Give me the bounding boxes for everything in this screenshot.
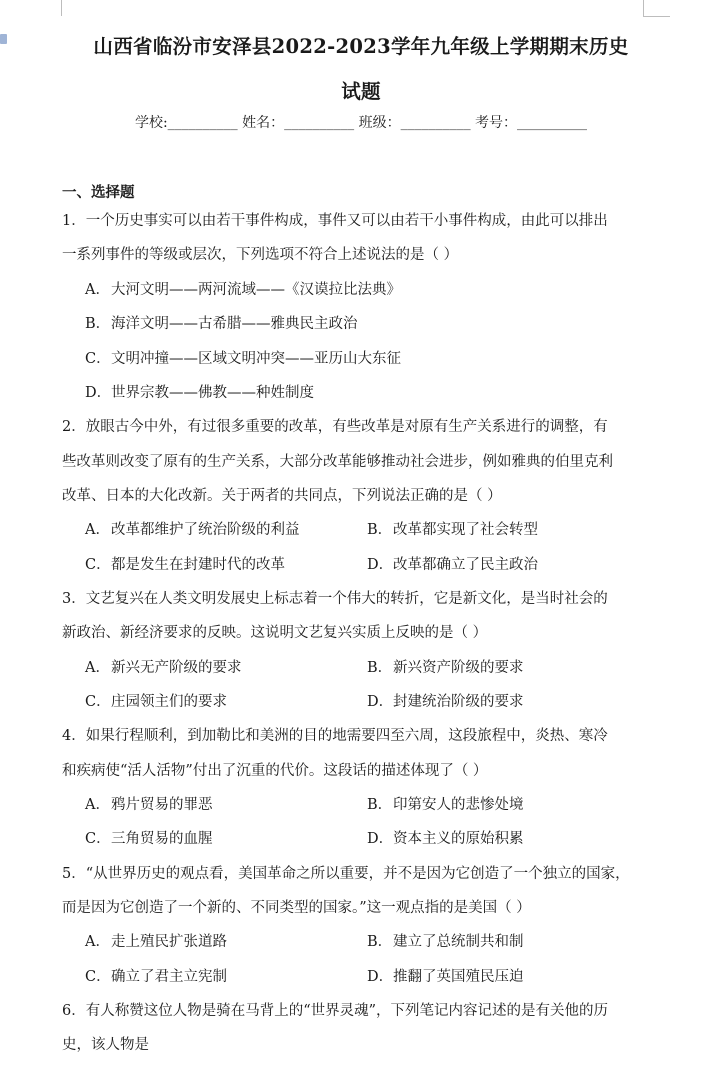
question-5-option-c [85, 965, 227, 986]
option-key: C． [85, 557, 111, 573]
question-1-option-d [85, 381, 314, 402]
question-5-option-b [367, 930, 524, 951]
question-2-line-3: 改革、日本的大化改新。关于两者的共同点，下列说法正确的是（ ） [62, 488, 502, 504]
question-5-option-a [85, 930, 227, 951]
option-text: 新兴资产阶级的要求 [393, 660, 524, 676]
question-2-line-1: 2．放眼古今中外，有过很多重要的改革，有些改革是对原有生产关系进行的调整，有 [62, 419, 608, 435]
question-4-line-2: 和疾病使“活人活物”付出了沉重的代价。这段话的描述体现了（ ） [62, 763, 488, 779]
option-key: C． [85, 969, 111, 985]
question-6-line-1: 6．有人称赞这位人物是骑在马背上的“世界灵魂”，下列笔记内容记述的是有关他的历 [62, 1003, 609, 1019]
option-text: 建立了总统制共和制 [393, 934, 524, 950]
question-4-option-d [367, 827, 524, 848]
page-title-line-1: 山西省临汾市安泽县2022-2023学年九年级上学期期末历史 [93, 35, 629, 58]
question-2-line-2: 些改革则改变了原有的生产关系，大部分改革能够推动社会进步，例如雅典的伯里克利 [62, 454, 613, 470]
question-2-option-b [367, 518, 538, 539]
option-text: 新兴无产阶级的要求 [111, 660, 242, 676]
question-3-option-a [85, 656, 242, 677]
option-key: B． [367, 660, 393, 676]
question-3-option-d [367, 690, 524, 711]
option-text: 改革都确立了民主政治 [393, 557, 538, 573]
question-5-line-2: 而是因为它创造了一个新的、不同类型的国家。”这一观点指的是美国（ ） [62, 900, 531, 916]
option-key: D． [85, 385, 112, 401]
question-1-option-c [85, 347, 401, 368]
option-text: 庄园领主们的要求 [111, 694, 227, 710]
question-3-line-2: 新政治、新经济要求的反映。这说明文艺复兴实质上反映的是（ ） [62, 625, 488, 641]
margin-corner-right [643, 0, 670, 17]
option-text: 推翻了英国殖民压迫 [393, 969, 524, 985]
question-4-line-1: 4．如果行程顺利，到加勒比和美洲的目的地需要四至六周，这段旅程中，炎热、寒冷 [62, 728, 608, 744]
option-key: B． [367, 934, 393, 950]
option-text: 印第安人的悲惨处境 [393, 797, 524, 813]
question-5-option-d [367, 965, 524, 986]
option-text: 文明冲撞——区域文明冲突——亚历山大东征 [111, 351, 401, 367]
question-1-line-1: 1．一个历史事实可以由若干事件构成，事件又可以由若干小事件构成，由此可以排出 [62, 213, 608, 229]
option-key: D． [367, 969, 394, 985]
option-text: 海洋文明——古希腊——雅典民主政治 [111, 316, 358, 332]
option-key: C． [85, 351, 111, 367]
option-key: C． [85, 831, 111, 847]
option-text: 大河文明——两河流域——《汉谟拉比法典》 [111, 282, 401, 298]
question-1-option-a [85, 278, 401, 299]
question-3-option-b [367, 656, 524, 677]
option-text: 封建统治阶级的要求 [393, 694, 524, 710]
option-key: D． [367, 557, 394, 573]
option-text: 走上殖民扩张道路 [111, 934, 227, 950]
question-3-option-c [85, 690, 227, 711]
school-field: 学校:__________ [134, 115, 238, 131]
name-field: 姓名：__________ [242, 115, 355, 131]
question-6-line-2: 史，该人物是 [62, 1037, 149, 1053]
option-key: A． [85, 282, 110, 298]
option-key: A． [85, 522, 110, 538]
class-field: 班级：__________ [358, 115, 471, 131]
exam-number-field: 考号：__________ [475, 115, 588, 131]
question-2-option-c [85, 553, 285, 574]
option-key: D． [367, 831, 394, 847]
question-4-option-c [85, 827, 213, 848]
option-text: 世界宗教——佛教——种姓制度 [111, 385, 314, 401]
question-1-option-b [85, 312, 358, 333]
question-4-option-b [367, 793, 524, 814]
option-text: 确立了君主立宪制 [111, 969, 227, 985]
question-1-line-2: 一系列事件的等级或层次，下列选项不符合上述说法的是（ ） [62, 247, 459, 263]
option-text: 三角贸易的血腥 [111, 831, 213, 847]
question-2-option-a [85, 518, 300, 539]
option-text: 资本主义的原始积累 [393, 831, 524, 847]
question-3-line-1: 3．文艺复兴在人类文明发展史上标志着一个伟大的转折，它是新文化，是当时社会的 [62, 591, 608, 607]
question-2-option-d [367, 553, 538, 574]
section-heading: 一、选择题 [62, 184, 135, 201]
option-text: 改革都维护了统治阶级的利益 [111, 522, 300, 538]
option-key: A． [85, 934, 110, 950]
question-4-option-a [85, 793, 213, 814]
option-key: B． [367, 797, 393, 813]
option-text: 鸦片贸易的罪恶 [111, 797, 213, 813]
question-5-line-1: 5．“从世界历史的观点看，美国革命之所以重要，并不是因为它创造了一个独立的国家， [62, 866, 630, 882]
option-key: B． [85, 316, 111, 332]
page-title-line-2: 试题 [341, 80, 381, 103]
option-key: A． [85, 660, 110, 676]
option-key: D． [367, 694, 394, 710]
student-info-line [0, 112, 722, 132]
option-text: 都是发生在封建时代的改革 [111, 557, 285, 573]
option-key: C． [85, 694, 111, 710]
option-key: A． [85, 797, 110, 813]
option-key: B． [367, 522, 393, 538]
option-text: 改革都实现了社会转型 [393, 522, 538, 538]
margin-corner-left [61, 0, 62, 16]
